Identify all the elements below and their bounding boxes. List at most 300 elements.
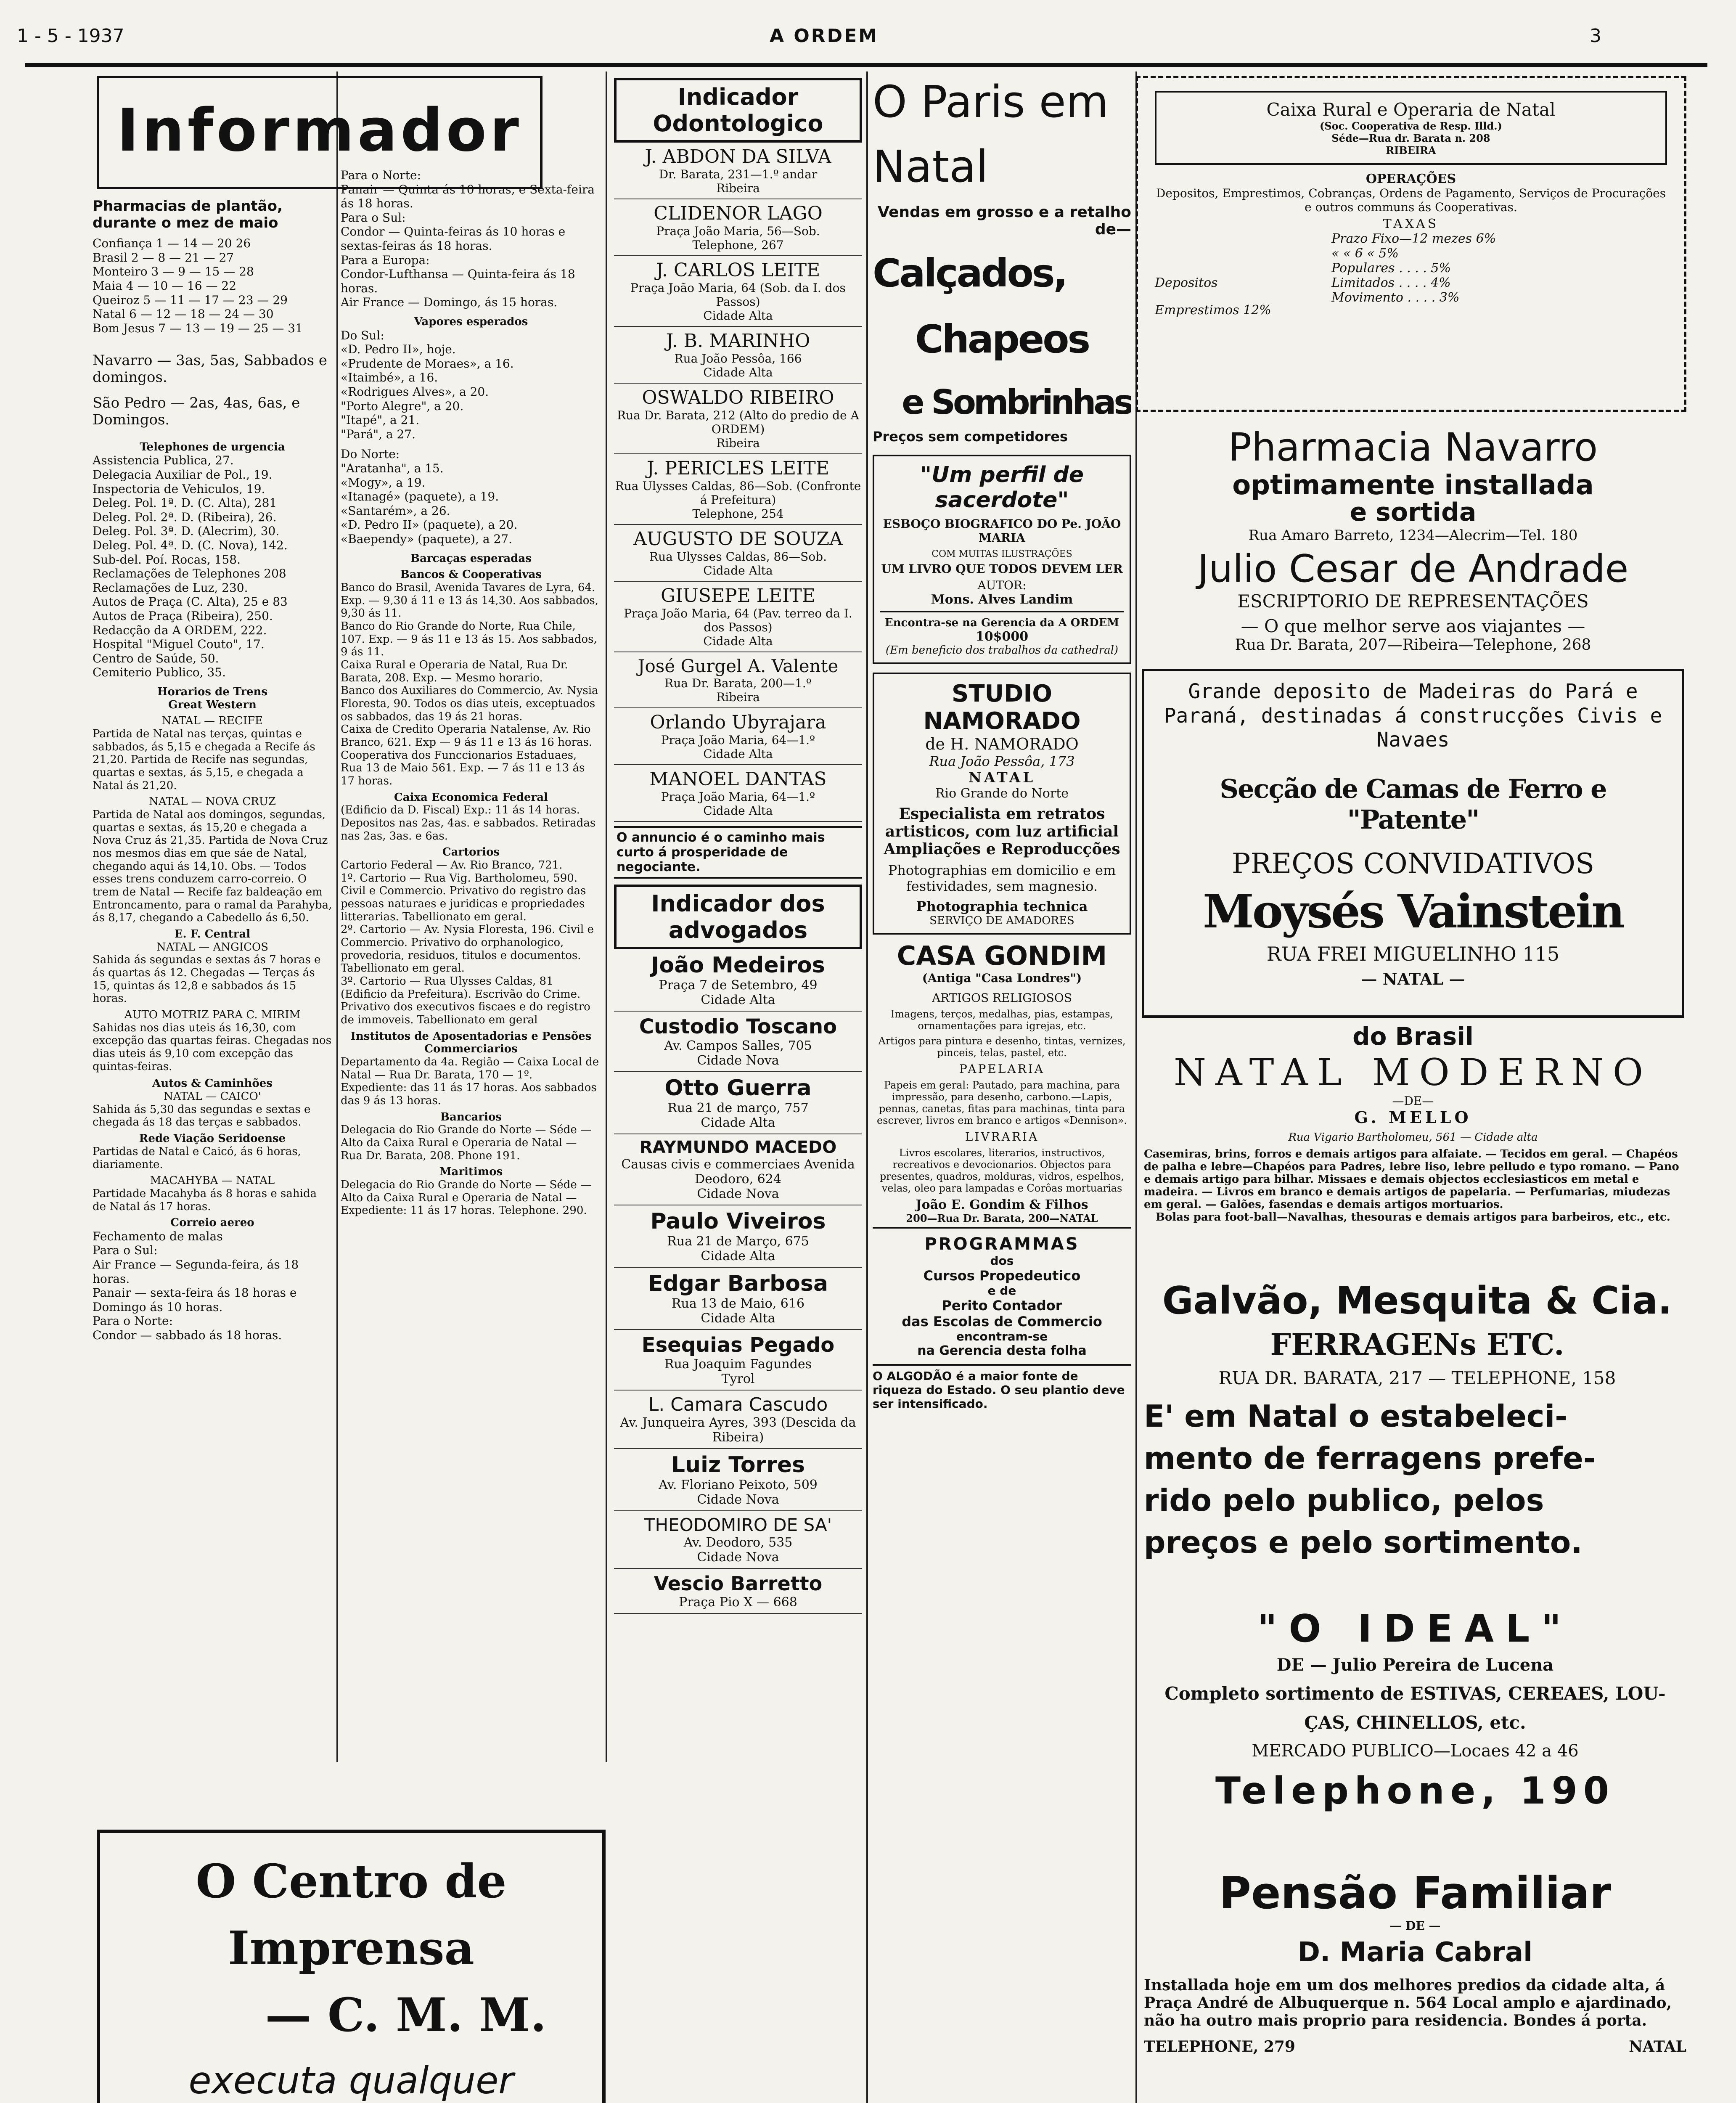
ship-row: "Aratanha", a 15. bbox=[341, 461, 444, 475]
perfil-preco: 10$000 bbox=[975, 629, 1029, 644]
maritimos-heading: Maritimos bbox=[439, 1165, 503, 1179]
navarro-sub: optimamente installada bbox=[1232, 470, 1594, 501]
phone-row: Deleg. Pol. 1ª. D. (C. Alta), 281 bbox=[93, 496, 277, 510]
lawyer-entry bbox=[614, 1569, 862, 1614]
gondim-addr: 200—Rua Dr. Barata, 200—NATAL bbox=[873, 1212, 1131, 1229]
studio-ampliacoes: Ampliações e Reproducções bbox=[884, 840, 1120, 858]
dentist-name: MANOEL DANTAS bbox=[649, 768, 827, 790]
bancarios-text: Delegacia do Rio Grande do Norte — Séde — Alto da Caixa Rural e Operaria de Natal — Rua Dr. Barata, 208. Phone 191. bbox=[341, 1123, 592, 1162]
galvao-line: preços e pelo sortimento. bbox=[1144, 1525, 1583, 1560]
route-angicos-text: Sahida ás segundas e sextas ás 7 horas e ás quartas ás 12. Chegadas — Terças ás 15, quintas ás 12,8 e sabbados ás 15 horas. bbox=[93, 954, 321, 1005]
paris-title2: Natal bbox=[873, 141, 988, 193]
gondim-ad bbox=[873, 940, 1131, 1229]
galvao-title: Galvão, Mesquita & Cia. bbox=[1162, 1279, 1672, 1323]
route-nova-cruz-text: Partida de Natal aos domingos, segundas, quartas e sextas, ás 15,20 e chegada a Nova Cruz ás 21,35. Partida de Nova Cruz nos mesmos dias em que sáe de Natal, chegando aqui ás 14,10. Obs. — Todos esses trens conduzem carro-correio. O trem de Natal — Recife faz baldeação em Entroncamento, para o ramal da Parahyba, ás 8,17, chegando a Cabedello ás 6,50. bbox=[93, 808, 332, 924]
ship-row: «Prudente de Moraes», a 16. bbox=[341, 356, 514, 371]
phone-row: Autos de Praça (C. Alta), 25 e 83 bbox=[93, 595, 288, 609]
autos-heading: Autos & Caminhões bbox=[152, 1077, 273, 1090]
route-macahyba-text: Partidade Macahyba ás 8 horas e sahida de Natal ás 17 horas. bbox=[93, 1187, 317, 1213]
cartorios-heading: Cartorios bbox=[442, 846, 500, 859]
studio-rua: Rua João Pessôa, 173 bbox=[929, 753, 1075, 769]
caixa-rural-taxas: TAXAS bbox=[1383, 217, 1439, 231]
bank-entry: Banco dos Auxiliares do Commercio, Av. Nysia Floresta, 90. Todos os dias uteis, exceptuados os sabbados, das 19 ás 21 horas. bbox=[341, 684, 598, 723]
perfil-autor-label: AUTOR: bbox=[977, 578, 1027, 592]
galvao-line: rido pelo publico, pelos bbox=[1144, 1483, 1544, 1518]
ideal-ad bbox=[1144, 1607, 1686, 1812]
navarro-ad bbox=[1144, 425, 1682, 544]
page-number: 3 bbox=[1590, 25, 1601, 47]
phone-row: Reclamações de Telephones 208 bbox=[93, 567, 286, 581]
route-mirim-title: AUTO MOTRIZ PARA C. MIRIM bbox=[124, 1009, 301, 1022]
perfil-title: "Um perfil de sacerdote" bbox=[920, 462, 1084, 513]
centro-line3: — C. M. M. bbox=[265, 1988, 547, 2042]
rate-row: « « 6 « 5% bbox=[1331, 246, 1399, 261]
paris-calcados: Calçados, bbox=[873, 250, 1066, 296]
dentist-address: Rua João Pessôa, 166 bbox=[674, 352, 802, 366]
navarro-addr: Rua Amaro Barreto, 1234—Alecrim—Tel. 180 bbox=[1248, 527, 1578, 544]
paris-vendas: Vendas em grosso e a retalho de— bbox=[878, 203, 1131, 238]
lawyer-address: Praça Pio X — 668 bbox=[679, 1595, 797, 1610]
natal-moderno-mello: G. MELLO bbox=[1354, 1108, 1472, 1127]
mail-heading: Correio aereo bbox=[170, 1216, 254, 1229]
mail-row: Para o Norte: bbox=[93, 1314, 173, 1328]
caixa-rural-sub1: (Soc. Cooperativa de Resp. Illd.) bbox=[1319, 120, 1502, 132]
dentist-address: Rua Ulysses Caldas, 86—Sob. (Confronte á Prefeitura) bbox=[615, 479, 861, 507]
column-ads bbox=[873, 78, 1131, 2103]
pharmacy-row: Bom Jesus 7 — 13 — 19 — 25 — 31 bbox=[93, 321, 303, 335]
dentist-entry bbox=[614, 199, 862, 256]
galvao-sub: FERRAGENs ETC. bbox=[1270, 1327, 1564, 1362]
pensao-text: Installada hoje em um dos melhores predios da cidade alta, á Praça André de Albuquerque n. 564 Local amplo e ajardinado, não ha outro mais proprio para residencia. Bondes á porta. bbox=[1144, 1976, 1672, 2029]
perfil-ad bbox=[873, 455, 1131, 664]
lawyer-name: THEODOMIRO DE SA' bbox=[644, 1515, 832, 1535]
prog-line: e de bbox=[987, 1283, 1016, 1298]
lawyer-address: Av. Deodoro, 535 bbox=[683, 1535, 793, 1550]
caixa-rural-emprestimos: Emprestimos 12% bbox=[1155, 303, 1271, 318]
dentist-entry bbox=[614, 454, 862, 525]
flight-row: Air France — Domingo, ás 15 horas. bbox=[341, 295, 558, 310]
lawyer-address: Rua 21 de março, 757 bbox=[667, 1101, 809, 1115]
gondim-text: Imagens, terços, medalhas, pias, estampas, ornamentações para igrejas, etc. bbox=[890, 1008, 1114, 1032]
dentist-address: Praça João Maria, 64—1.º bbox=[661, 733, 815, 747]
pensao-name: D. Maria Cabral bbox=[1297, 1937, 1533, 1968]
dentist-name: GIUSEPE LEITE bbox=[661, 585, 815, 607]
bank-entry: Caixa de Credito Operaria Natalense, Av. Rio Branco, 621. Exp — 9 ás 11 e 13 ás 16 horas. bbox=[341, 723, 593, 749]
divider bbox=[880, 611, 1124, 612]
flights-list bbox=[341, 168, 601, 310]
phone-row: Deleg. Pol. 4ª. D. (C. Nova), 142. bbox=[93, 538, 288, 553]
studio-servico: SERVIÇO DE AMADORES bbox=[929, 914, 1074, 927]
dentist-entry bbox=[614, 256, 862, 327]
dentist-district: Cidade Alta bbox=[703, 564, 773, 577]
bancarios-heading: Bancarios bbox=[440, 1110, 502, 1123]
lawyer-district: Cidade Alta bbox=[701, 1311, 775, 1326]
ship-row: «Rodrigues Alves», a 20. bbox=[341, 384, 489, 399]
pensao-title: Pensão Familiar bbox=[1219, 1867, 1612, 1919]
mail-list bbox=[93, 1229, 332, 1343]
vapores-sul-list bbox=[341, 328, 601, 442]
lawyer-entry bbox=[614, 949, 862, 1012]
lawyer-district: Cidade Nova bbox=[697, 1550, 779, 1565]
julio-serve: — O que melhor serve aos viajantes — bbox=[1241, 616, 1585, 636]
galvao-line: mento de ferragens prefe- bbox=[1144, 1441, 1596, 1476]
caixa-rural-ad bbox=[1135, 76, 1686, 412]
perfil-venda: Encontra-se na Gerencia da A ORDEM bbox=[884, 616, 1119, 629]
dentist-address: Praça João Maria, 64—1.º bbox=[661, 790, 815, 804]
natal-moderno-de: —DE— bbox=[1392, 1094, 1434, 1108]
ideal-title: "O IDEAL" bbox=[1257, 1607, 1573, 1651]
phone-row: Autos de Praça (Ribeira), 250. bbox=[93, 609, 273, 623]
flight-row: Para a Europa: bbox=[341, 253, 430, 267]
julio-addr: Rua Dr. Barata, 207—Ribeira—Telephone, 268 bbox=[1235, 636, 1591, 654]
perfil-beneficio: (Em beneficio dos trabalhos da cathedral) bbox=[885, 644, 1119, 657]
dentist-name: Orlando Ubyrajara bbox=[650, 712, 826, 733]
ship-row: «Baependy» (paquete), a 27. bbox=[341, 532, 513, 546]
studio-technica: Photographia technica bbox=[916, 898, 1088, 914]
lawyer-name: Luiz Torres bbox=[671, 1452, 805, 1478]
page-header bbox=[0, 17, 1736, 67]
lawyer-name: Otto Guerra bbox=[664, 1075, 812, 1101]
ship-row: "Itapé", a 21. bbox=[341, 413, 420, 427]
gondim-text: Artigos para pintura e desenho, tintas, vernizes, pinceis, telas, pastel, etc. bbox=[878, 1035, 1126, 1059]
dentist-address: Praça João Maria, 56—Sob. bbox=[656, 224, 820, 238]
caixa-rural-operacoes: OPERAÇÕES bbox=[1366, 172, 1456, 186]
lawyer-name: Vescio Barretto bbox=[654, 1572, 823, 1595]
route-recife-title: NATAL — RECIFE bbox=[161, 715, 263, 728]
galvao-ad bbox=[1144, 1279, 1691, 1607]
lawyer-address: Praça 7 de Setembro, 49 bbox=[659, 978, 818, 993]
caixa-rural-ops-text: Depositos, Emprestimos, Cobranças, Ordens de Pagamento, Serviços de Procurações e outros communs ás Cooperativas. bbox=[1156, 186, 1666, 214]
dentist-entry bbox=[614, 708, 862, 765]
paris-sombrinhas: e Sombrinhas bbox=[902, 382, 1131, 422]
lawyer-address: Causas civis e commerciaes Avenida Deodoro, 624 bbox=[621, 1157, 855, 1187]
centro-imprensa-ad bbox=[97, 1830, 606, 2103]
julio-office: ESCRIPTORIO DE REPRESENTAÇÕES bbox=[1237, 591, 1589, 612]
flight-row: Para o Norte: bbox=[341, 168, 421, 182]
bank-entry: Caixa Rural e Operaria de Natal, Rua Dr. Barata, 208. Exp. — Mesmo horario. bbox=[341, 658, 568, 684]
dentist-name: OSWALDO RIBEIRO bbox=[642, 387, 834, 408]
dentist-district: Cidade Alta bbox=[703, 747, 773, 761]
lawyer-address: Rua 21 de Março, 675 bbox=[667, 1234, 809, 1249]
dentist-district: Ribeira bbox=[716, 690, 760, 704]
lawyer-entry bbox=[614, 1134, 862, 1205]
dentist-address: Dr. Barata, 231—1.º andar bbox=[659, 167, 818, 181]
natal-moderno-rua: Rua Vigario Bartholomeu, 561 — Cidade alta bbox=[1288, 1131, 1538, 1144]
centro-line4: executa qualquer bbox=[188, 2059, 514, 2102]
route-recife-text: Partida de Natal nas terças, quintas e sabbados, ás 5,15 e chegada a Recife ás 21,20. Partida de Recife nas segundas, quartas e sextas, ás 5,15, e chegada a Natal ás 21,20. bbox=[93, 728, 315, 792]
do-brasil: do Brasil bbox=[1352, 1022, 1474, 1051]
pharmacies-heading: Pharmacias de plantão, durante o mez de maio bbox=[93, 198, 283, 232]
prog-line: na Gerencia desta folha bbox=[917, 1343, 1087, 1358]
cartorio-entry: 1º. Cartorio — Rua Vig. Bartholomeu, 590. Civil e Commercio. Privativo do registro das pessoas naturaes e juridicas e propriedades litterarias. Tabellionato em geral. bbox=[341, 871, 586, 923]
cartorio-entry: Cartorio Federal — Av. Rio Branco, 721. bbox=[341, 858, 563, 871]
annuncio-note: O annuncio é o caminho mais curto á prosperidade de negociante. bbox=[614, 826, 862, 879]
lawyer-entry bbox=[614, 1205, 862, 1268]
dentist-address: Rua Ulysses Caldas, 86—Sob. bbox=[649, 550, 827, 564]
lawyer-name: João Medeiros bbox=[651, 953, 825, 978]
lawyers-list bbox=[614, 949, 862, 1614]
lawyer-name: Paulo Viveiros bbox=[650, 1209, 826, 1234]
studio-natal: NATAL bbox=[968, 769, 1036, 786]
dentist-address: Rua Dr. Barata, 200—1.º bbox=[664, 676, 812, 690]
phone-row: Deleg. Pol. 2ª. D. (Ribeira), 26. bbox=[93, 510, 277, 524]
dentist-name: José Gurgel A. Valente bbox=[638, 656, 839, 676]
route-mirim-text: Sahidas nos dias uteis ás 16,30, com excepção das quartas feiras. Chegadas nos dias uteis ás 9,10 com excepção das quintas-feiras. bbox=[93, 1021, 332, 1073]
julio-ad bbox=[1144, 547, 1682, 660]
dentist-district: Ribeira bbox=[716, 436, 760, 450]
lawyer-district: Cidade Nova bbox=[697, 1053, 779, 1068]
gondim-name: CASA GONDIM bbox=[897, 940, 1107, 971]
lawyer-district: Cidade Alta bbox=[701, 993, 775, 1007]
phone-row: Assistencia Publica, 27. bbox=[93, 453, 234, 468]
dentist-name: J. CARLOS LEITE bbox=[656, 260, 820, 281]
dentist-entry bbox=[614, 652, 862, 708]
moyses-ad bbox=[1142, 669, 1684, 1018]
pharmacy-row: Maia 4 — 10 — 16 — 22 bbox=[93, 279, 237, 293]
natal-moderno-bolas: Bolas para foot-ball—Navalhas, thesouras e demais artigos para barbeiros, etc., etc. bbox=[1156, 1211, 1670, 1224]
ship-row: «D. Pedro II» (paquete), a 20. bbox=[341, 518, 518, 532]
dentist-name: J. PERICLES LEITE bbox=[647, 458, 829, 479]
perfil-sub: ESBOÇO BIOGRAFICO DO Pe. JOÃO MARIA bbox=[883, 516, 1121, 545]
issue-date: 1 - 5 - 1937 bbox=[17, 25, 124, 47]
dentist-entry bbox=[614, 765, 862, 822]
trains-company: Great Western bbox=[168, 698, 257, 711]
caixa-rural-depositos: Depositos bbox=[1155, 275, 1218, 290]
dentist-district: Cidade Alta bbox=[703, 309, 773, 323]
lawyer-name: RAYMUNDO MACEDO bbox=[639, 1138, 837, 1157]
bank-entry: Banco do Rio Grande do Norte, Rua Chile, 107. Exp. — 9 ás 11 e 13 ás 15. Aos sabbados, 9 ás 11. bbox=[341, 620, 597, 659]
prog-line: dos bbox=[990, 1253, 1014, 1268]
lawyer-address: Rua 13 de Maio, 616 bbox=[671, 1296, 805, 1311]
flight-row: Condor-Lufthansa — Quinta-feira ás 18 horas. bbox=[341, 267, 575, 295]
pensao-tel: TELEPHONE, 279 bbox=[1144, 2038, 1295, 2055]
phone-row: Cemiterio Publico, 35. bbox=[93, 665, 226, 680]
dentist-name: CLIDENOR LAGO bbox=[654, 203, 823, 224]
route-macahyba-title: MACAHYBA — NATAL bbox=[150, 1174, 275, 1187]
lawyer-name: Esequias Pegado bbox=[641, 1333, 835, 1357]
ship-row: «Mogy», a 19. bbox=[341, 475, 426, 490]
newspaper-name: A ORDEM bbox=[770, 25, 879, 47]
central-heading: E. F. Central bbox=[174, 928, 251, 941]
pensao-de: — DE — bbox=[1389, 1919, 1441, 1933]
ideal-tel: Telephone, 190 bbox=[1215, 1769, 1615, 1812]
ideal-mercado: MERCADO PUBLICO—Locaes 42 a 46 bbox=[1252, 1741, 1579, 1761]
studio-name: STUDIO NAMORADO bbox=[923, 680, 1081, 735]
ideal-line: ÇAS, CHINELLOS, etc. bbox=[1304, 1712, 1526, 1733]
route-angicos-title: NATAL — ANGICOS bbox=[156, 940, 269, 954]
moyses-seccao: Secção de Camas de Ferro e "Patente" bbox=[1220, 773, 1606, 835]
ship-row: "Porto Alegre", a 20. bbox=[341, 399, 464, 413]
ship-row: Do Norte: bbox=[341, 447, 400, 461]
dentist-name: AUGUSTO DE SOUZA bbox=[633, 528, 843, 550]
caixa-rural-rates bbox=[1155, 231, 1667, 305]
gondim-text: Livros escolares, literarios, instructivos, recreativos e devocionarios. Objectos para presentes, quadros, molduras, vidros, espelhos, velas, oleo para lampadas e Corôas mortuarias bbox=[879, 1147, 1125, 1194]
institutos-heading: Institutos de Aposentadorias e Pensões Commerciarios bbox=[350, 1030, 592, 1056]
route-caico-text: Sahida ás 5,30 das segundas e sextas e chegada ás 18 das terças e sabbados. bbox=[93, 1103, 311, 1129]
flight-row: Panair — Quinta ás 10 horas, e Sexta-feira ás 18 horas. bbox=[341, 182, 595, 211]
caixa-text: (Edificio da D. Fiscal) Exp.: 11 ás 14 horas. Depositos nas 2as, 4as. e sabbados. Retiradas nas 2as, 3as. e 6as. bbox=[341, 804, 596, 842]
centro-line1: O Centro de bbox=[196, 1854, 507, 1908]
ship-row: "Pará", a 27. bbox=[341, 427, 416, 441]
serido-heading: Rede Viação Seridoense bbox=[139, 1132, 286, 1145]
lawyer-district: Cidade Nova bbox=[697, 1187, 779, 1201]
column-services bbox=[341, 168, 601, 1821]
pharmacy-row: Queiroz 5 — 11 — 17 — 23 — 29 bbox=[93, 293, 288, 307]
lawyer-entry bbox=[614, 1449, 862, 1511]
lawyer-district: Tyrol bbox=[721, 1372, 755, 1386]
prog-line: PROGRAMMAS bbox=[924, 1234, 1080, 1254]
flight-row: Para o Sul: bbox=[341, 210, 406, 225]
vapores-heading: Vapores esperados bbox=[414, 315, 528, 328]
pensao-ad bbox=[1144, 1867, 1686, 2103]
phone-row: Delegacia Auxiliar de Pol., 19. bbox=[93, 468, 273, 482]
lawyer-name: Edgar Barbosa bbox=[648, 1271, 828, 1296]
lawyer-entry bbox=[614, 1072, 862, 1134]
lawyer-name: L. Camara Cascudo bbox=[648, 1394, 828, 1415]
pharmacy-row: Natal 6 — 12 — 18 — 24 — 30 bbox=[93, 307, 274, 321]
serido-text: Partidas de Natal e Caicó, ás 6 horas, diariamente. bbox=[93, 1145, 301, 1171]
lawyer-address: Av. Floriano Peixoto, 509 bbox=[659, 1478, 818, 1492]
perfil-autor: Mons. Alves Landim bbox=[931, 592, 1073, 607]
phone-row: Sub-del. Poí. Rocas, 158. bbox=[93, 552, 241, 567]
dentist-name: J. ABDON DA SILVA bbox=[645, 146, 831, 167]
phone-row: Deleg. Pol. 3ª. D. (Alecrim), 30. bbox=[93, 524, 280, 538]
galvao-addr: RUA DR. BARATA, 217 — TELEPHONE, 158 bbox=[1218, 1368, 1616, 1388]
studio-especialista: Especialista em retratos artisticos, com luz artificial bbox=[885, 805, 1119, 840]
phones-list bbox=[93, 453, 332, 680]
dentist-district: Cidade Alta bbox=[703, 634, 773, 648]
dentist-entry bbox=[614, 525, 862, 582]
route-caico-title: NATAL — CAICO' bbox=[164, 1090, 261, 1103]
bank-entry: Banco do Brasil, Avenida Tavares de Lyra, 64. Exp. — 9,30 á 11 e 13 ás 14,30. Aos sabbados, 9,30 ás 11. bbox=[341, 581, 598, 620]
caixa-rural-sub3: RIBEIRA bbox=[1386, 144, 1436, 156]
advogados-title: Indicador dos advogados bbox=[614, 885, 862, 949]
rate-row: Movimento . . . . 3% bbox=[1331, 290, 1460, 305]
dentist-district: Cidade Alta bbox=[703, 804, 773, 818]
galvao-line: E' em Natal o estabeleci- bbox=[1144, 1398, 1568, 1434]
institutos-text: Departamento da 4a. Região — Caixa Local de Natal — Rua Dr. Barata, 170 — 1º. Expediente: das 11 ás 17 horas. Aos sabbados das 9 ás 13 horas. bbox=[341, 1056, 599, 1107]
dentist-district: Cidade Alta bbox=[703, 366, 773, 379]
natal-moderno-title: NATAL MODERNO bbox=[1173, 1051, 1653, 1094]
lawyer-entry bbox=[614, 1391, 862, 1449]
pharmacy-sao-pedro: São Pedro — 2as, 4as, 6as, e Domingos. bbox=[93, 394, 300, 428]
banks-heading: Bancos & Cooperativas bbox=[400, 568, 542, 581]
trains-heading: Horarios de Trens bbox=[157, 685, 268, 698]
moyses-name: Moysés Vainstein bbox=[1203, 884, 1623, 938]
lawyer-entry bbox=[614, 1330, 862, 1391]
lawyer-entry bbox=[614, 1268, 862, 1330]
lawyer-address: Av. Junqueira Ayres, 393 (Descida da Ribeira) bbox=[620, 1415, 856, 1445]
pharmacy-navarro: Navarro — 3as, 5as, Sabbados e domingos. bbox=[93, 352, 327, 386]
vapores-norte-list bbox=[341, 447, 601, 546]
rate-row: Limitados . . . . 4% bbox=[1331, 275, 1451, 290]
prog-line: Cursos Propedeutico bbox=[923, 1267, 1081, 1284]
lawyer-district: Cidade Nova bbox=[697, 1492, 779, 1507]
caixa-rural-title: Caixa Rural e Operaria de Natal bbox=[1266, 99, 1556, 120]
phone-row: Reclamações de Luz, 230. bbox=[93, 580, 248, 595]
livraria-heading: LIVRARIA bbox=[965, 1129, 1039, 1144]
divider bbox=[336, 72, 338, 1762]
lawyer-address: Rua Joaquim Fagundes bbox=[664, 1357, 812, 1372]
dentist-district: Ribeira bbox=[716, 181, 760, 195]
column-informador bbox=[93, 198, 332, 1821]
pensao-natal: NATAL bbox=[1629, 2038, 1686, 2055]
perfil-livro: UM LIVRO QUE TODOS DEVEM LER bbox=[881, 562, 1123, 576]
paris-precos: Preços sem competidores bbox=[873, 428, 1068, 445]
ship-row: «Itanagé» (paquete), a 19. bbox=[341, 490, 499, 504]
barcacas-heading: Barcaças esperadas bbox=[410, 552, 532, 565]
centro-line2: Imprensa bbox=[228, 1921, 474, 1975]
mail-row: Air France — Segunda-feira, ás 18 horas. bbox=[93, 1258, 299, 1286]
dentists-list bbox=[614, 143, 862, 822]
dentist-entry bbox=[614, 327, 862, 384]
studio-estado: Rio Grande do Norte bbox=[935, 786, 1069, 801]
julio-name: Julio Cesar de Andrade bbox=[1197, 547, 1629, 591]
studio-photographias: Photographias em domicilio e em festividades, sem magnesio. bbox=[888, 862, 1116, 894]
pensao-footer bbox=[1144, 2038, 1686, 2055]
divider bbox=[606, 72, 607, 1762]
programmas-ad bbox=[873, 1234, 1131, 1358]
pharmacies-list bbox=[93, 236, 332, 335]
gondim-sub: (Antiga "Casa Londres") bbox=[922, 971, 1082, 985]
ideal-de: DE — Julio Pereira de Lucena bbox=[1276, 1655, 1554, 1675]
dentist-name: J. B. MARINHO bbox=[666, 330, 810, 352]
papelaria-heading: PAPELARIA bbox=[959, 1062, 1045, 1076]
natal-moderno-text: Casemiras, brins, forros e demais artigos para alfaiate. — Tecidos em geral. — Chapéos de palha e lebre—Chapéos para Padres, lebre liso, lebre pelludo e typo romano. — Pano e demais artigo para bilhar. Missaes e demais objectos ecclesiasticos em metal e madeira. — Livros em branco e demais artigos de papelaria. — Perfumarias, miudezas em geral. — Galões, fasendas e demais artigos mortuarios. bbox=[1144, 1148, 1679, 1211]
top-rule bbox=[25, 63, 1707, 67]
lawyer-entry bbox=[614, 1012, 862, 1072]
ship-row: «Itaimbé», a 16. bbox=[341, 371, 438, 385]
pharmacy-row: Brasil 2 — 8 — 21 — 27 bbox=[93, 250, 234, 265]
cartorio-entry: 2º. Cartorio — Av. Nysia Floresta, 196. Civil e Commercio. Privativo do orphanologico, provedoria, residuos, titulos e documentos. Tabellionato em geral. bbox=[341, 923, 594, 975]
algodao-note: O ALGODÃO é a maior fonte de riqueza do Estado. O seu plantio deve ser intensificado. bbox=[873, 1364, 1131, 1411]
lawyer-district: Cidade Alta bbox=[701, 1249, 775, 1263]
dentist-entry bbox=[614, 582, 862, 652]
gondim-firm: João E. Gondim & Filhos bbox=[916, 1197, 1088, 1212]
ship-row: «D. Pedro II», hoje. bbox=[341, 342, 456, 357]
cartorio-entry: 3º. Cartorio — Rua Ulysses Caldas, 81 (Edificio da Prefeitura). Escrivão do Crime. Privativo dos executivos fiscaes e do registro de immoveis. Tabellionato em geral bbox=[341, 975, 590, 1027]
phone-row: Centro de Saúde, 50. bbox=[93, 651, 219, 665]
prog-line: Perito Contador bbox=[942, 1297, 1062, 1314]
mail-row: Para o Sul: bbox=[93, 1243, 158, 1258]
dentist-entry bbox=[614, 384, 862, 454]
navarro-title: Pharmacia Navarro bbox=[1228, 425, 1598, 470]
prog-line: encontram-se bbox=[956, 1329, 1048, 1343]
caixa-heading: Caixa Economica Federal bbox=[394, 791, 548, 804]
moyses-rua: RUA FREI MIGUELINHO 115 bbox=[1266, 942, 1560, 965]
paris-chapeos: Chapeos bbox=[915, 316, 1089, 362]
flight-row: Condor — Quinta-feiras ás 10 horas e sextas-feiras ás 18 horas. bbox=[341, 225, 566, 253]
mail-row: Fechamento de malas bbox=[93, 1229, 223, 1243]
lawyer-name: Custodio Toscano bbox=[639, 1015, 837, 1038]
natal-moderno-ad bbox=[1144, 1022, 1682, 1274]
rate-row: Prazo Fixo—12 mezes 6% bbox=[1331, 231, 1496, 246]
divider bbox=[866, 72, 868, 2103]
studio-owner: de H. NAMORADO bbox=[925, 734, 1079, 753]
odonto-title: Indicador Odontologico bbox=[614, 78, 862, 143]
maritimos-text: Delegacia do Rio Grande do Norte — Séde — Alto da Caixa Rural e Operaria de Natal — Expediente: 11 ás 17 horas. Telephone. 290. bbox=[341, 1179, 592, 1217]
pharmacy-row: Monteiro 3 — 9 — 15 — 28 bbox=[93, 265, 254, 279]
caixa-rural-sub2: Séde—Rua dr. Barata n. 208 bbox=[1331, 132, 1490, 144]
lawyer-entry bbox=[614, 1511, 862, 1569]
ship-row: «Santarém», a 26. bbox=[341, 503, 450, 518]
lawyer-address: Av. Campos Salles, 705 bbox=[664, 1038, 812, 1053]
moyses-natal: — NATAL — bbox=[1361, 969, 1465, 988]
rate-row: Populares . . . . 5% bbox=[1331, 261, 1451, 275]
mail-row: Panair — sexta-feira ás 18 horas e Domingo ás 10 horas. bbox=[93, 1286, 297, 1314]
dentist-address: Rua Dr. Barata, 212 (Alto do predio de A ORDEM) bbox=[617, 408, 859, 436]
dentist-district: Telephone, 254 bbox=[692, 507, 784, 521]
